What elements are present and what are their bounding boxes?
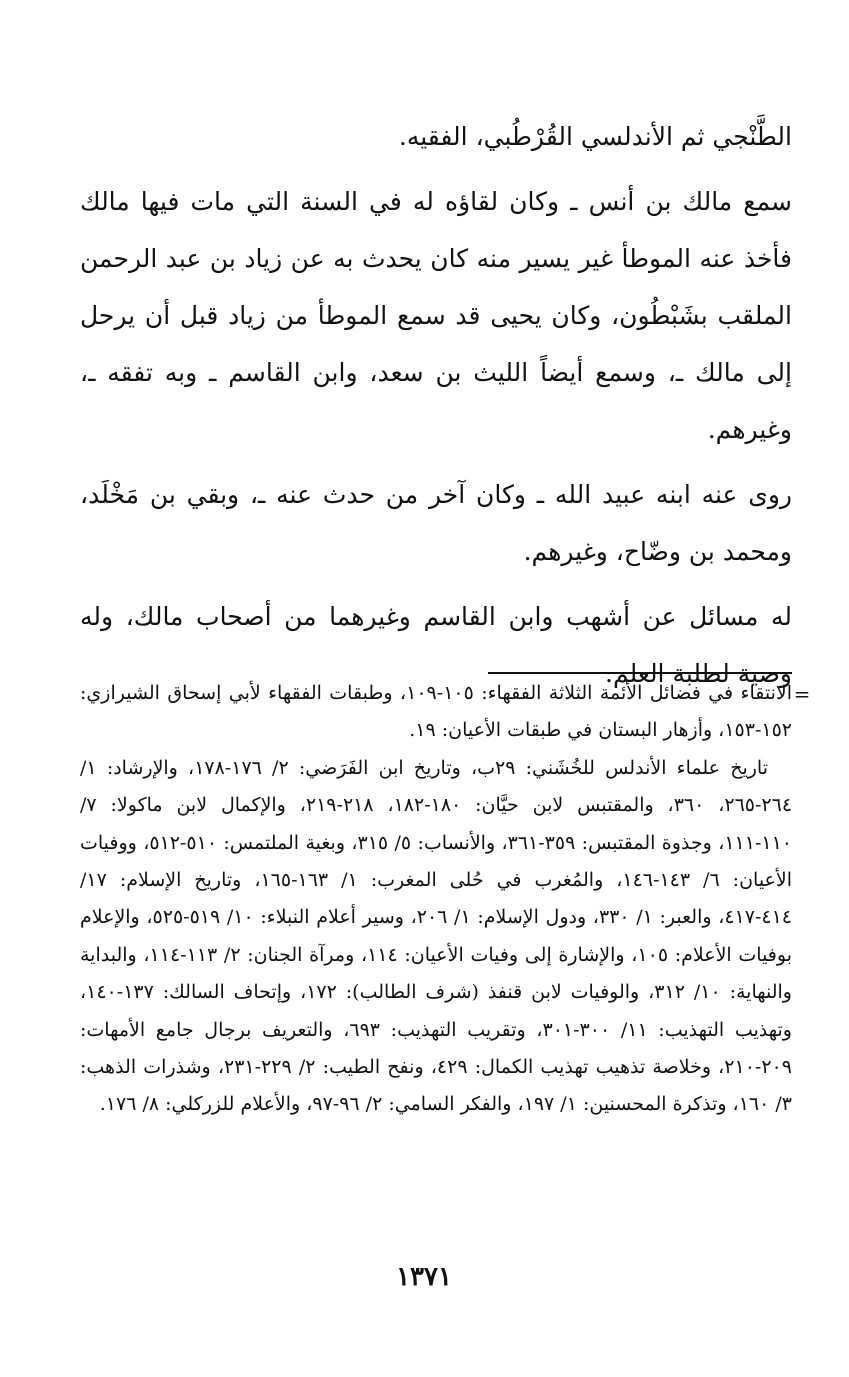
footnote-separator — [488, 672, 792, 674]
footnote-paragraph-2: تاريخ علماء الأندلس للخُشَني: ٢٩ب، وتاريخ ابن الفَرَضي: ٢/ ١٧٦-١٧٨، والإرشاد: ١/ ٢٦٤-٢٦٥، ٣٦٠، والمقتبس لابن حيَّان: ١٨٠-١٨٢، ٢١٨-٢١٩، والإكمال لابن ماكولا: ٧/ ١١٠-١١١، وجذوة المقتبس: ٣٥٩-٣٦١، والأنساب: ٥/ ٣١٥، وبغية الملتمس: ٥١٠-٥١٢، ووفيات الأعيان: ٦/ ١٤٣-١٤٦، والمُغرب في حُلى المغرب: ١/ ١٦٣-١٦٥، وتاريخ الإسلام: ١٧/ ٤١٤-٤١٧، والعبر: ١/ ٣٣٠، ودول الإسلام: ١/ ٢٠٦، وسير أعلام النبلاء: ١٠/ ٥١٩-٥٢٥، والإعلام بوفيات الأعلام: ١٠٥، والإشارة إلى وفيات الأعيان: ١١٤، ومرآة الجنان: ٢/ ١١٣-١١٤، والبداية والنهاية: ١٠/ ٣١٢، والوفيات لابن قنفذ (شرف الطالب): ١٧٢، وإتحاف السالك: ١٣٧-١٤٠، وتهذيب التهذيب: ١١/ ٣٠٠-٣٠١، وتقريب التهذيب: ٦٩٣، والتعريف برجال جامع الأمهات: ٢٠٩-٢١٠، وخلاصة تذهيب تهذيب الكمال: ٤٢٩، ونفح الطيب: ٢/ ٢٢٩-٢٣١، وشذرات الذهب: ٣/ ١٦٠، وتذكرة المحسنين: ١/ ١٩٧، والفكر السامي: ٢/ ٩٦-٩٧، والأعلام للزركلي: ٨/ ١٧٦. — [80, 756, 793, 1116]
footnote-paragraph-1: الانتقاء في فضائل الأئمة الثلاثة الفقهاء: ١٠٥-١٠٩، وطبقات الفقهاء لأبي إسحاق الشيرازي: ١٥٢-١٥٣، وأزهار البستان في طبقات الأعيان: ١٩. — [80, 682, 792, 742]
page-number: ١٣٧١ — [396, 1262, 452, 1292]
main-paragraph-2: سمع مالك بن أنس ـ وكان لقاؤه له في السنة التي مات فيها مالك فأخذ عنه الموطأ غير يسير منه كان يحدث به عن زياد بن عبد الرحمن الملقب بشَبْطُون، وكان يحيى قد سمع الموطأ من زياد قبل أن يرحل إلى مالك ـ، وسمع أيضاً الليث بن سعد، وابن القاسم ـ وبه تفقه ـ، وغيرهم. — [80, 187, 792, 444]
footnote-continuation-mark: = — [793, 682, 811, 706]
main-paragraph-4: له مسائل عن أشهب وابن القاسم وغيرهما من أصحاب مالك، وله وصية لطلبة العلم. — [80, 602, 792, 688]
main-text — [80, 108, 792, 702]
main-paragraph-1: الطَّنْجي ثم الأندلسي القُرْطُبي، الفقيه. — [398, 122, 792, 151]
main-paragraph-3: روى عنه ابنه عبيد الله ـ وكان آخر من حدث عنه ـ، وبقي بن مَخْلَد، ومحمد بن وضّاح، وغيرهم. — [80, 480, 792, 566]
footnotes — [80, 675, 792, 1124]
